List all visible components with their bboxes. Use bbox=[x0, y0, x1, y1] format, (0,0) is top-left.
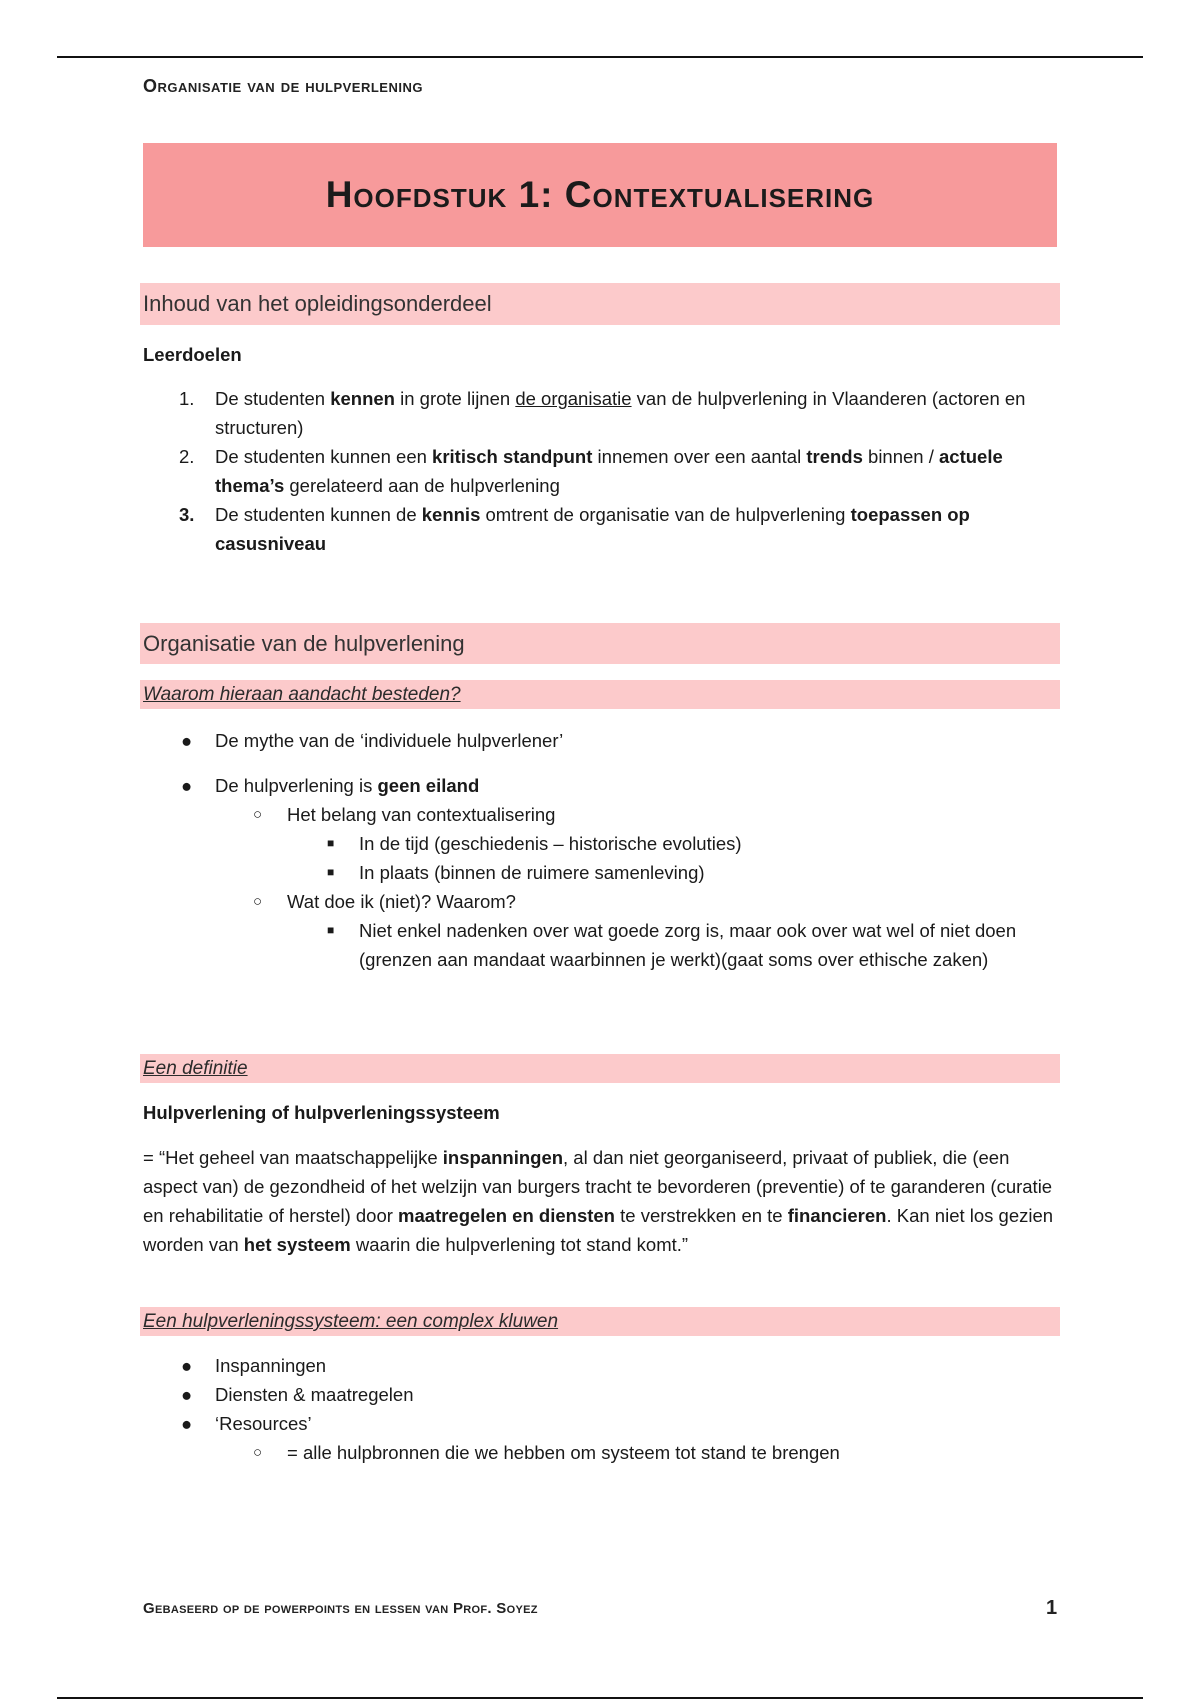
list-item: ■ In plaats (binnen de ruimere samenleving) bbox=[327, 862, 705, 883]
definitie-block bbox=[143, 1098, 1063, 1259]
list-item: ● Inspanningen bbox=[181, 1355, 327, 1376]
chapter-banner bbox=[143, 143, 1057, 247]
leerdoelen-block bbox=[143, 340, 1063, 558]
kluwen-list-block bbox=[143, 1351, 1063, 1467]
list-item: ■ In de tijd (geschiedenis – historische evoluties) bbox=[327, 833, 742, 854]
list-item: ■ Niet enkel nadenken over wat goede zorg is, maar ook over wat wel of niet doen (grenzen aan mandaat waarbinnen je werkt)(gaat soms over ethische zaken) bbox=[327, 920, 1017, 970]
list-item: ● Diensten & maatregelen bbox=[181, 1384, 414, 1405]
list-item: ● ‘Resources’ ○ = alle hulpbronnen die we hebben om systeem tot stand te brengen bbox=[143, 1409, 1063, 1467]
list-item: ○ Het belang van contextualisering ■ In de tijd (geschiedenis – historische evoluties) ■ In plaats (binnen de ruimere samenleving) bbox=[215, 800, 1063, 887]
page-number: 1 bbox=[1046, 1597, 1058, 1619]
subheading-waarom: Waarom hieraan aandacht besteden? bbox=[140, 680, 1060, 709]
section-heading-inhoud: Inhoud van het opleidingsonderdeel bbox=[140, 283, 1060, 325]
top-rule bbox=[57, 56, 1143, 58]
list-item: ○ Wat doe ik (niet)? Waarom? ■ Niet enkel nadenken over wat goede zorg is, maar ook over wat wel of niet doen (grenzen aan mandaat waarbinnen je werkt)(gaat soms over ethische zaken) bbox=[215, 887, 1063, 974]
running-header: Organisatie van de hulpverlening bbox=[143, 76, 423, 96]
goal-item: 1. De studenten kennen in grote lijnen de organisatie van de hulpverlening in Vlaanderen (actoren en structuren) bbox=[179, 388, 1026, 438]
list-item: ○ = alle hulpbronnen die we hebben om systeem tot stand te brengen bbox=[253, 1442, 840, 1463]
leerdoelen-heading: Leerdoelen bbox=[143, 344, 242, 365]
section-heading-organisatie: Organisatie van de hulpverlening bbox=[140, 623, 1060, 664]
definition-term: Hulpverlening of hulpverleningssysteem bbox=[143, 1102, 500, 1123]
bottom-rule bbox=[57, 1697, 1143, 1699]
waarom-list bbox=[143, 726, 1063, 974]
waarom-list-block bbox=[143, 726, 1063, 974]
list-item: ● De hulpverlening is geen eiland ○ Het belang van contextualisering ■ In de tijd (geschiedenis – historische evoluties) ■ In plaats (binnen de ruimere samenleving) ○ Wat doe ik (niet)? Waarom? ■ Niet enkel nadenken over wat goede zorg is, maar ook over wat wel of niet doen (grenzen aan mandaat waarbinnen je werkt)(gaat soms over ethische zaken) bbox=[143, 771, 1063, 974]
goals-list bbox=[143, 384, 1063, 558]
chapter-title: Hoofdstuk 1: Contextualisering bbox=[325, 174, 875, 215]
sublist bbox=[215, 800, 1063, 974]
goal-item: 3. De studenten kunnen de kennis omtrent de organisatie van de hulpverlening toepassen op casusniveau bbox=[179, 504, 970, 554]
goal-item: 2. De studenten kunnen een kritisch standpunt innemen over een aantal trends binnen / actuele thema’s gerelateerd aan de hulpverlening bbox=[179, 446, 1003, 496]
subheading-kluwen: Een hulpverleningssysteem: een complex kluwen bbox=[140, 1307, 1060, 1336]
subheading-definitie: Een definitie bbox=[140, 1054, 1060, 1083]
footer-text: Gebaseerd op de powerpoints en lessen van Prof. Soyez bbox=[143, 1600, 538, 1617]
list-item: ● De mythe van de ‘individuele hulpverlener’ bbox=[181, 730, 564, 751]
definition-text: = “Het geheel van maatschappelijke inspanningen, al dan niet georganiseerd, privaat of publiek, die (een aspect van) de gezondheid of het welzijn van burgers tracht te bevorderen (preventie) of te garanderen (curatie en rehabilitatie of herstel) door maatregelen en diensten te verstrekken en te financieren. Kan niet los gezien worden van het systeem waarin die hulpverlening tot stand komt.” bbox=[143, 1147, 1054, 1255]
kluwen-list bbox=[143, 1351, 1063, 1467]
